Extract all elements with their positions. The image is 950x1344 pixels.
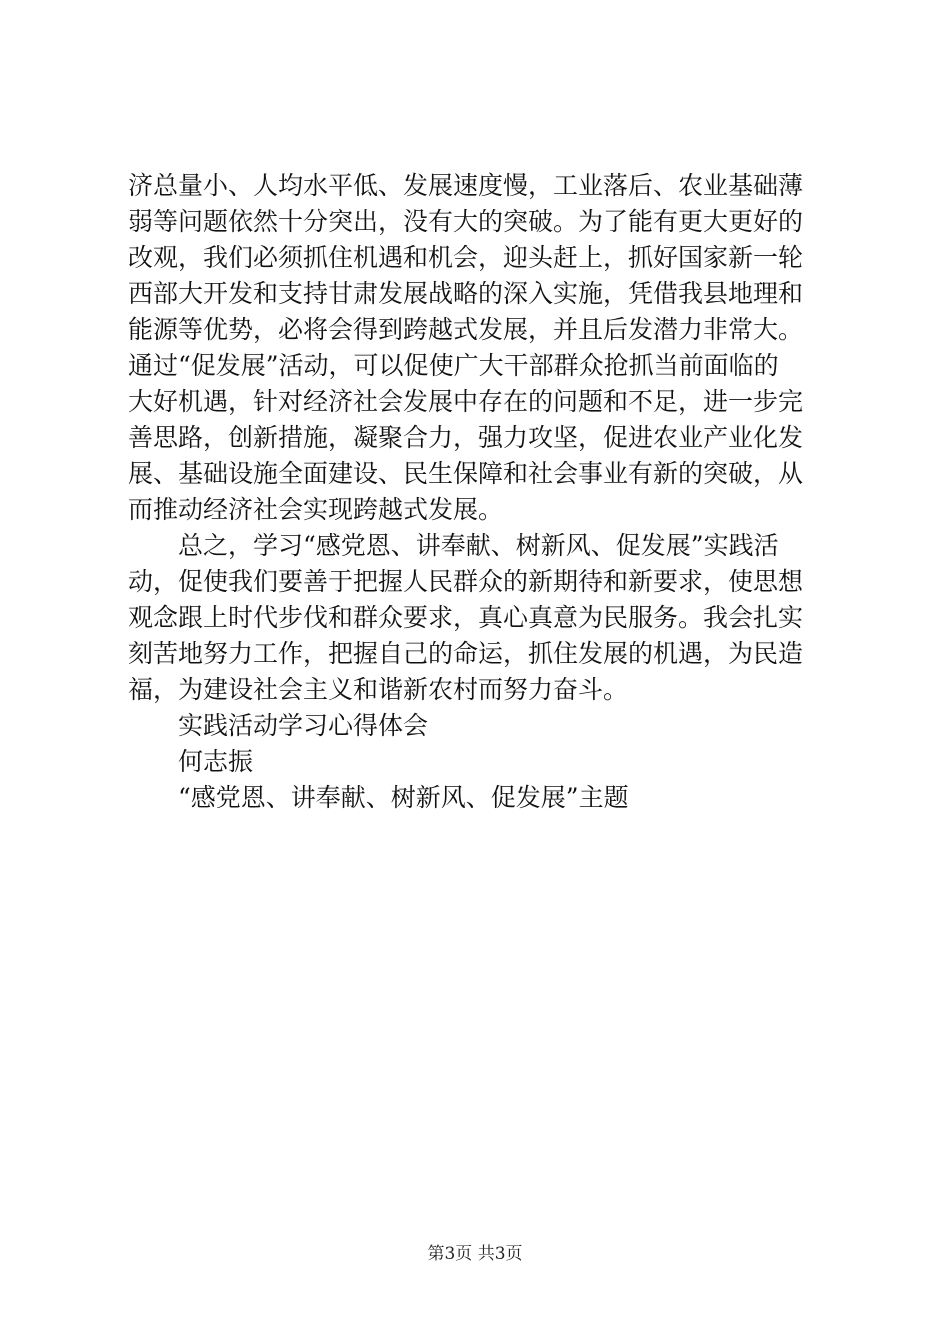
theme-title: “感党恩、讲奉献、树新风、促发展”主题 bbox=[178, 783, 629, 812]
text-line: 大好机遇，针对经济社会发展中存在的问题和不足，进一步完 bbox=[128, 387, 804, 416]
page-number-footer: 第3页 共3页 bbox=[427, 1244, 523, 1264]
body-text bbox=[128, 168, 828, 816]
text-line: 动，促使我们要善于把握人民群众的新期待和新要求，使思想 bbox=[128, 567, 804, 596]
text-line: 而推动经济社会实现跨越式发展。 bbox=[128, 495, 504, 524]
paragraph-2 bbox=[128, 528, 828, 708]
author-name: 何志振 bbox=[178, 747, 254, 776]
text-line: 西部大开发和支持甘肃发展战略的深入实施，凭借我县地理和 bbox=[128, 279, 804, 308]
text-line: 能源等优势，必将会得到跨越式发展，并且后发潜力非常大。 bbox=[128, 315, 804, 344]
text-line: 弱等问题依然十分突出，没有大的突破。为了能有更大更好的 bbox=[128, 207, 804, 236]
text-line: 善思路，创新措施，凝聚合力，强力攻坚，促进农业产业化发 bbox=[128, 423, 804, 452]
text-line: 改观，我们必须抓住机遇和机会，迎头赶上，抓好国家新一轮 bbox=[128, 243, 804, 272]
subtitle: 实践活动学习心得体会 bbox=[178, 711, 429, 740]
text-line: 通过“促发展”活动，可以促使广大干部群众抢抓当前面临的 bbox=[128, 351, 779, 380]
text-line: 福，为建设社会主义和谐新农村而努力奋斗。 bbox=[128, 675, 629, 704]
paragraph-1 bbox=[128, 168, 828, 528]
text-line: 展、基础设施全面建设、民生保障和社会事业有新的突破，从 bbox=[128, 459, 804, 488]
text-line: 观念跟上时代步伐和群众要求，真心真意为民服务。我会扎实 bbox=[128, 603, 804, 632]
title-block bbox=[128, 708, 828, 816]
text-line: 济总量小、人均水平低、发展速度慢，工业落后、农业基础薄 bbox=[128, 171, 804, 200]
text-line: 总之，学习“感党恩、讲奉献、树新风、促发展”实践活 bbox=[178, 531, 779, 560]
text-line: 刻苦地努力工作，把握自己的命运，抓住发展的机遇，为民造 bbox=[128, 639, 804, 668]
